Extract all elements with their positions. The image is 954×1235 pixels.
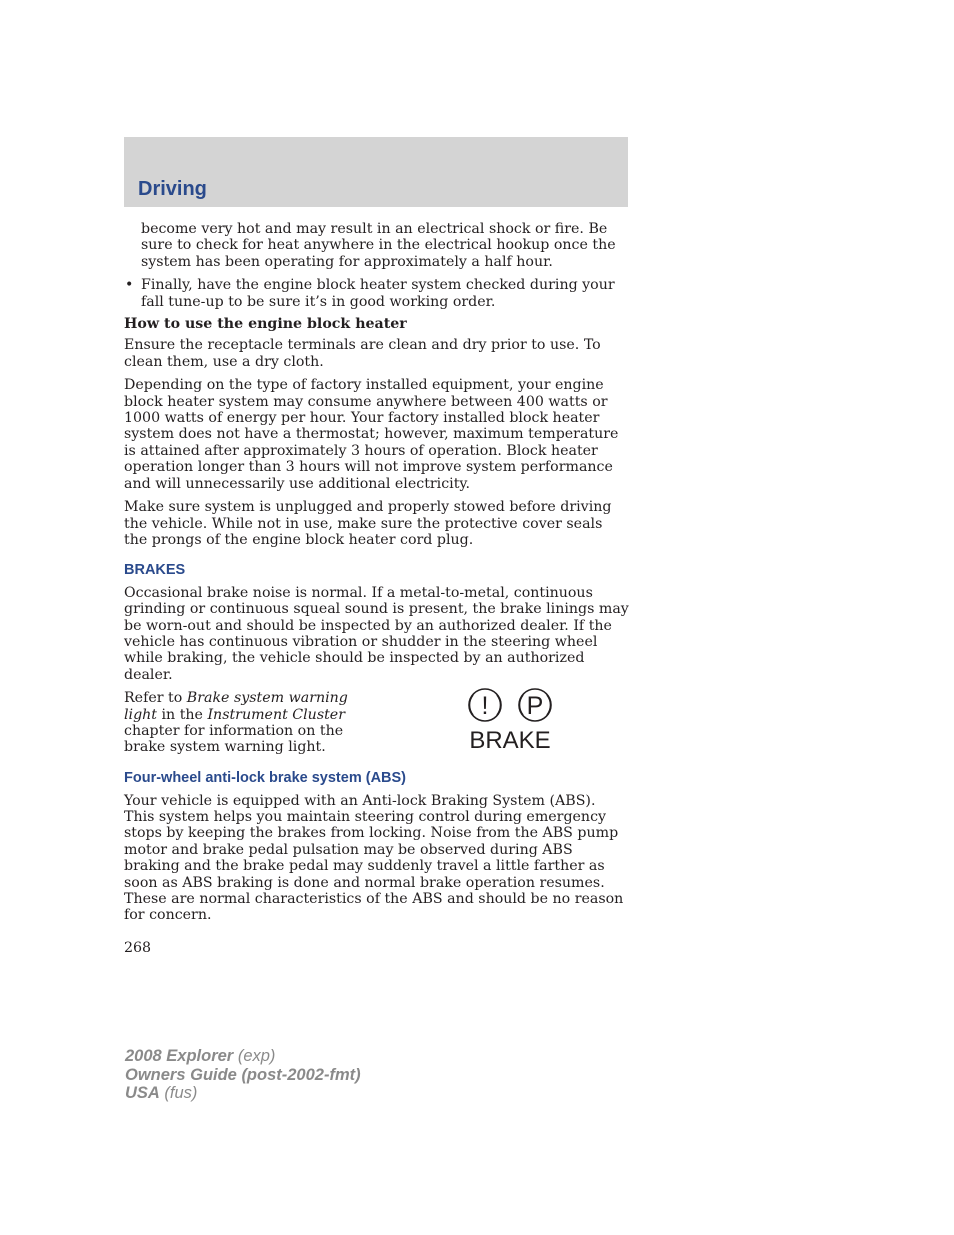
link-brake-warning-light: Brake system warning light xyxy=(124,690,348,723)
link-instrument-cluster: Instrument Cluster xyxy=(207,706,345,723)
brake-reference-row xyxy=(124,690,630,756)
heading-abs: Four-wheel anti-lock brake system (ABS) xyxy=(124,770,407,787)
bullet-item xyxy=(124,277,630,310)
footer-line-model xyxy=(125,1047,361,1066)
refer-mid: in the xyxy=(157,706,208,723)
paragraph-unplug: Make sure system is unplugged and properly stowed before driving the vehicle. While not in use, make sure the protective cover seals the prongs of the engine block heater cord plug. xyxy=(124,499,612,548)
brake-label: BRAKE xyxy=(469,727,551,754)
heading-brakes: BRAKES xyxy=(124,562,186,579)
footer-model-code: (exp) xyxy=(233,1047,276,1065)
bullet-icon: • xyxy=(125,277,134,294)
footer-market: USA xyxy=(125,1084,160,1103)
header-band xyxy=(124,137,628,207)
page-content xyxy=(124,221,630,956)
paragraph-brake-noise: Occasional brake noise is normal. If a metal-to-metal, continuous grinding or continuous squeal sound is present, the brake linings may be worn-out and should be inspected by an authorized dealer. If the vehicle has continuous vibration or shudder in the steering wheel while braking, the vehicle should be inspected by an authorized dealer. xyxy=(124,584,629,683)
refer-prefix: Refer to xyxy=(124,690,187,707)
document-footer xyxy=(125,1047,361,1103)
page-number: 268 xyxy=(124,939,152,956)
paragraph-clean-terminals: Ensure the receptacle terminals are clean and dry prior to use. To clean them, use a dry cloth. xyxy=(124,337,601,370)
footer-guide: Owners Guide (post-2002-fmt) xyxy=(125,1065,361,1084)
footer-line-guide xyxy=(125,1066,361,1085)
subheading-block-heater: How to use the engine block heater xyxy=(124,316,407,333)
refer-suffix: chapter for information on the brake system warning light. xyxy=(124,722,344,756)
section-title: Driving xyxy=(138,178,207,200)
continued-paragraph: become very hot and may result in an electrical shock or fire. Be sure to check for heat anywhere in the electrical hookup once the system has been operating for approximately a half hour. xyxy=(141,221,616,270)
exclaim-glyph: ! xyxy=(481,692,489,721)
brake-reference-text xyxy=(124,690,380,756)
bullet-text: Finally, have the engine block heater system checked during your fall tune-up to be sure it’s in good working order. xyxy=(141,277,615,310)
footer-line-market xyxy=(125,1084,361,1103)
brake-warning-icon xyxy=(465,685,557,753)
park-glyph: P xyxy=(526,692,544,721)
paragraph-power-consumption: Depending on the type of factory installed equipment, your engine block heater system may consume anywhere between 400 watts or 1000 watts of energy per hour. Your factory installed block heater system does not have a thermostat; however, maximum temperature is attained after approximately 3 hours of operation. Block heater operation longer than 3 hours will not improve system performance and will unnecessarily use additional electricity. xyxy=(124,377,619,492)
footer-market-code: (fus) xyxy=(159,1084,198,1103)
footer-model: 2008 Explorer xyxy=(125,1047,234,1065)
paragraph-abs: Your vehicle is equipped with an Anti-lock Braking System (ABS). This system helps you maintain steering control during emergency stops by keeping the brakes from locking. Noise from the ABS pump motor and brake pedal pulsation may be observed during ABS braking and the brake pedal may suddenly travel a little farther as soon as ABS braking is done and normal brake operation resumes. These are normal characteristics of the ABS and should be no reason for concern. xyxy=(124,792,624,924)
